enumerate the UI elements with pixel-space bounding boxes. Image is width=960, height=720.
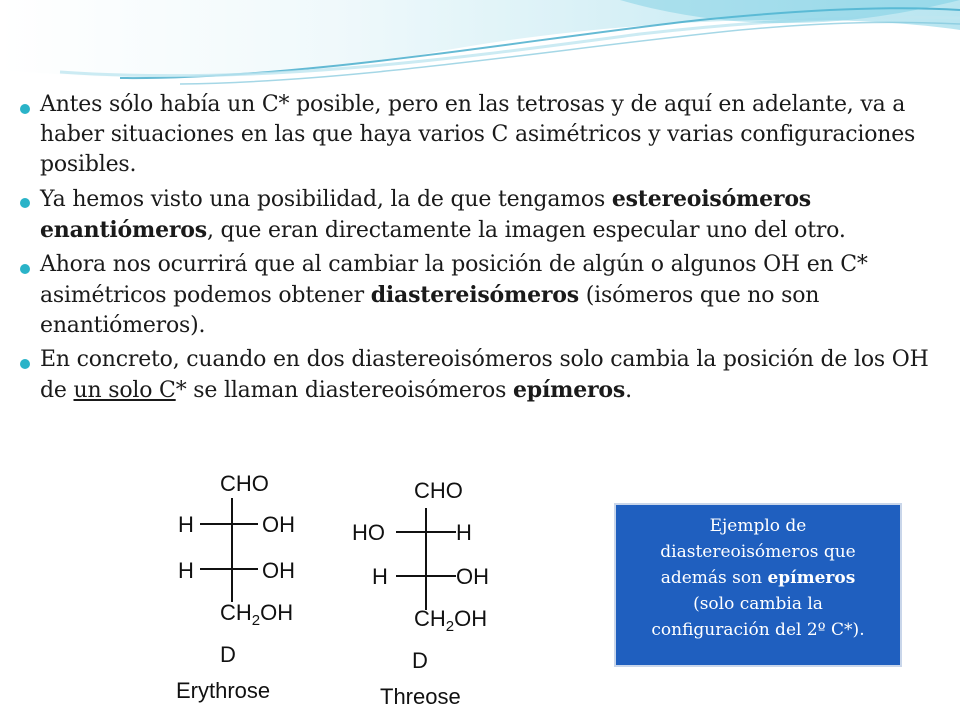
threose-bonds: [342, 470, 522, 718]
epimer-callout-box: [614, 503, 902, 667]
bullet-dot-icon: [20, 264, 30, 274]
text-run: Ya hemos visto una posibilidad, la de que tengamos: [40, 187, 612, 212]
erythrose-row2-left: H: [178, 558, 194, 583]
threose-row2-left: H: [372, 564, 388, 589]
callout-line-1: Ejemplo de: [709, 516, 807, 536]
callout-line-2: diastereoisómeros que: [660, 542, 856, 562]
erythrose-row1-left: H: [178, 512, 194, 537]
erythrose-bottom-group: $CH_2OH$: [220, 600, 294, 629]
bullet-list: [18, 90, 948, 410]
erythrose-name: Erythrose: [176, 678, 271, 703]
erythrose-row2-right: OH: [262, 558, 295, 583]
bold-term: epímeros: [512, 377, 626, 403]
callout-line-4: (solo cambia la: [693, 594, 823, 614]
erythrose-structure: [148, 460, 338, 718]
text-run: .: [625, 378, 632, 403]
bullet-text: [40, 184, 948, 246]
threose-row1-right: H: [456, 520, 472, 545]
erythrose-row1-right: OH: [262, 512, 295, 537]
text-run: * se llaman diastereoisómeros: [175, 378, 513, 403]
callout-line-5: configuración del 2º C*).: [651, 620, 865, 640]
threose-row1-left: HO: [352, 520, 385, 545]
bullet-text: [40, 250, 948, 341]
text-run: En concreto, cuando en dos diastereoisómeros solo cambia la posición de los OH de: [40, 347, 929, 403]
bullet-item: [18, 250, 948, 341]
threose-top-group: CHO: [414, 478, 463, 503]
callout-line-3: además son epímeros: [660, 568, 856, 588]
threose-name: Threose: [380, 684, 461, 709]
bullet-text: [40, 90, 948, 180]
text-run: , que eran directamente la imagen especular uno del otro.: [206, 218, 846, 243]
bold-term: estereoisómeros enantiómeros: [40, 186, 811, 243]
text-run: Ahora nos ocurrirá que al cambiar la posición de algún o algunos OH en C* asimétricos podemos obtener: [40, 252, 868, 308]
text-run: (isómeros que no son enantiómeros).: [40, 283, 820, 338]
threose-config: D: [412, 648, 428, 673]
bullet-item: [18, 90, 948, 180]
threose-structure: [342, 470, 522, 718]
bullet-item: [18, 345, 948, 406]
bullet-dot-icon: [20, 359, 30, 369]
threose-row2-right: OH: [456, 564, 489, 589]
bullet-item: [18, 184, 948, 246]
threose-bottom-group: $CH_2OH$: [414, 606, 488, 635]
bold-term: diastereisómeros: [370, 282, 579, 308]
underlined-term: un solo C: [73, 378, 176, 403]
bullet-text: [40, 345, 948, 406]
bullet-dot-icon: [20, 104, 30, 114]
erythrose-config: D: [220, 642, 236, 667]
erythrose-top-group: CHO: [220, 471, 269, 496]
bullet-dot-icon: [20, 198, 30, 208]
text-run: Antes sólo había un C* posible, pero en las tetrosas y de aquí en adelante, va a haber situaciones en las que haya varios C asimétricos y varias configuraciones posibles.: [40, 92, 916, 177]
